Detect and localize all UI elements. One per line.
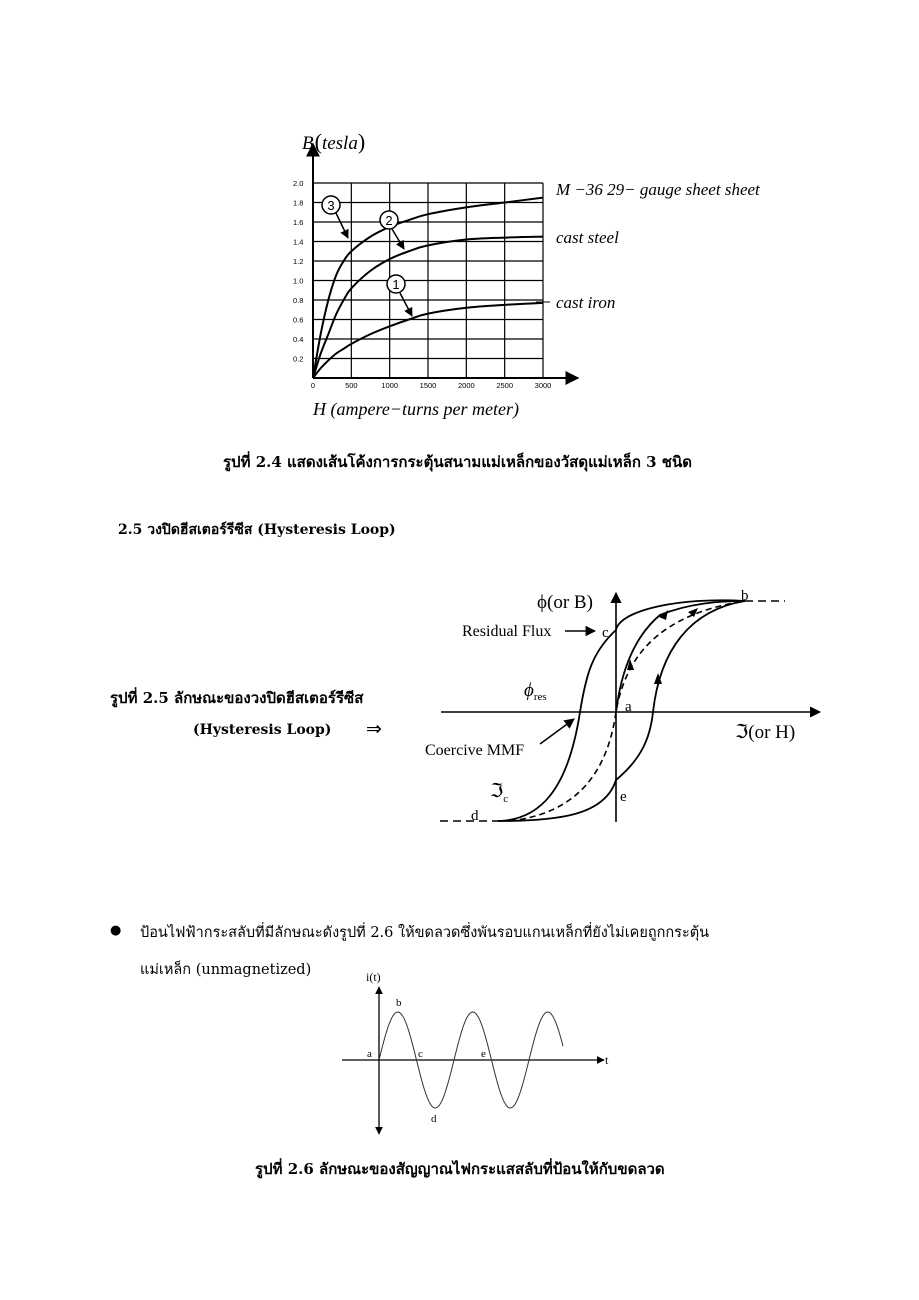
time-axis-label: t: [605, 1053, 609, 1067]
point-e-label: e: [620, 789, 627, 805]
x-tick-label: 500: [345, 381, 358, 390]
series-label-cast-iron: cast iron: [556, 293, 616, 312]
bullet-line-2: แม่เหล็ก (unmagnetized): [140, 962, 312, 978]
x-tick-label: 3000: [534, 381, 552, 390]
figure-2-5-caption-line1: รูปที่ 2.5 ลักษณะของวงปิดฮีสเตอร์รีซีส: [110, 689, 364, 707]
wave-point-c: c: [418, 1048, 423, 1060]
bullet-symbol: ●: [110, 923, 122, 938]
y-tick-label: 1.2: [293, 257, 304, 266]
y-axis-label: B(tesla): [302, 129, 366, 154]
figure-2-6-caption: รูปที่ 2.6 ลักษณะของสัญญาณไฟกระแสสลับที่ป้อนให้กับขดลวด: [255, 1160, 665, 1178]
svg-text:1: 1: [392, 277, 400, 292]
flux-axis-label: ϕ(or B): [537, 592, 593, 613]
y-tick-label: 1.6: [293, 218, 304, 227]
x-tick-label: 1500: [419, 381, 437, 390]
phi-res-label: $\phi_{res}$: [524, 680, 547, 703]
figure-2-5-caption-line2: (Hysteresis Loop): [193, 722, 332, 738]
current-axis-label: i(t): [366, 970, 381, 984]
residual-flux-label: Residual Flux: [462, 623, 552, 640]
section-heading: 2.5 วงปิดฮีสเตอร์รีซีส (Hysteresis Loop): [118, 522, 396, 538]
x-tick-label: 1000: [381, 381, 399, 390]
wave-point-e: e: [481, 1048, 486, 1060]
y-tick-label: 1.0: [293, 276, 304, 286]
series-label-sheet: M −36 29− gauge sheet sheet: [556, 180, 760, 199]
wave-point-b: b: [396, 997, 402, 1009]
point-d-label: d: [471, 808, 479, 824]
bullet-line-1: ป้อนไฟฟ้ากระสลับที่มีลักษณะดังรูปที่ 2.6 ให้ขดลวดซึ่งพันรอบแกนเหล็กที่ยังไม่เคยถูกกระตุ้น: [140, 925, 710, 941]
series-label-cast-steel: cast steel: [556, 228, 619, 247]
figure-2-4-caption: รูปที่ 2.4 แสดงเส้นโค้งการกระตุ้นสนามแม่เหล็กของวัสดุแม่เหล็ก 3 ชนิด: [223, 453, 692, 471]
y-tick-label: 0.6: [293, 315, 304, 325]
y-tick-label: 2.0: [293, 179, 304, 188]
y-tick-label: 0.2: [293, 354, 304, 364]
wave-point-a: a: [367, 1048, 372, 1060]
x-axis-label: H (ampere−turns per meter): [313, 399, 519, 419]
x-tick-label: 2000: [457, 381, 475, 390]
coercive-mmf-label: Coercive MMF: [425, 742, 525, 759]
implies-arrow: ⇒: [366, 718, 382, 740]
wave-point-d: d: [431, 1113, 437, 1125]
point-a-label: a: [625, 699, 632, 715]
svg-text:2: 2: [385, 213, 393, 228]
y-tick-label: 0.4: [293, 335, 304, 344]
fc-label: ℑ$_c$: [490, 781, 509, 805]
mmf-axis-label: ℑ(or H): [735, 722, 796, 743]
y-tick-label: 1.8: [293, 198, 304, 208]
x-tick-label: 0: [310, 381, 316, 390]
x-tick-label: 2500: [496, 381, 514, 390]
y-tick-label: 1.4: [293, 237, 304, 247]
svg-text:3: 3: [327, 198, 335, 213]
point-b-label: b: [741, 588, 749, 604]
point-c-label: c: [602, 625, 609, 641]
y-tick-label: 0.8: [293, 296, 304, 305]
